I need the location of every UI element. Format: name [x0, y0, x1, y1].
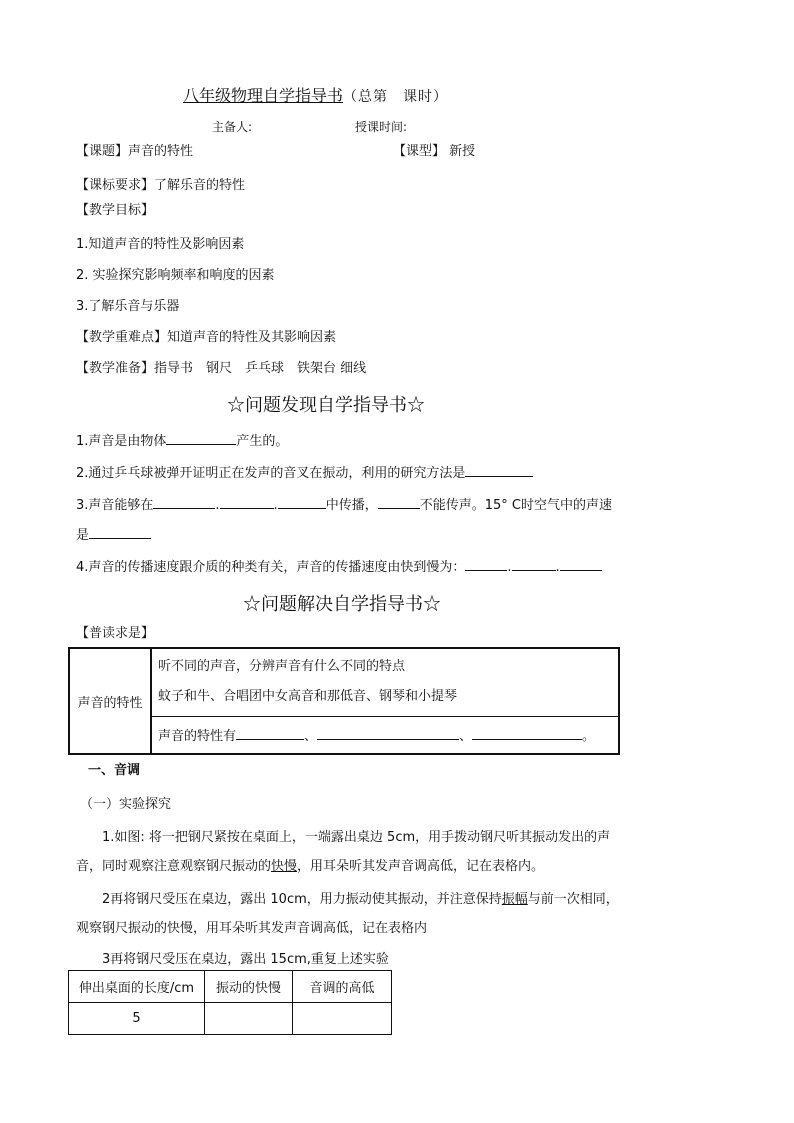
answer-blank[interactable]: [512, 558, 556, 571]
class-time-label: 授课时间:: [355, 120, 408, 134]
table-cell-speed[interactable]: [205, 1003, 293, 1035]
underlined-term: 振幅: [501, 892, 528, 907]
step-3: 3再将钢尺受压在桌边，露出 15cm,重复上述实验: [102, 952, 389, 967]
underlined-term: 快慢: [271, 859, 298, 874]
section-heading-discovery: ☆问题发现自学指导书☆: [227, 395, 425, 416]
step-text: ，用耳朵听其发声音调高低，记在表格内。: [297, 859, 545, 874]
separator: .: [215, 498, 220, 513]
table-header-speed: 振动的快慢: [205, 971, 293, 1003]
question-text: 中传播，: [325, 498, 378, 513]
question-text: 不能传声。15° C时空气中的声速: [419, 498, 612, 513]
goal-item: 1.知道声音的特性及影响因素: [76, 237, 245, 252]
title-main: 八年级物理自学指导书: [183, 86, 344, 105]
step-text: 与前一次相同，: [527, 892, 619, 907]
answer-blank[interactable]: [153, 496, 215, 509]
prompt-line: 蚊子和牛、合唱团中女高音和那低音、钢琴和小提琴: [158, 689, 458, 705]
step-1-cont: [76, 855, 544, 874]
separator: 、: [459, 729, 473, 745]
step-1: 1.如图: 将一把钢尺紧按在桌面上，一端露出桌边 5cm，用手拨动钢尺听其振动发出的声: [102, 830, 611, 845]
answer-blank[interactable]: [317, 727, 459, 740]
table-header-pitch: 音调的高低: [293, 971, 392, 1003]
answer-blank[interactable]: [220, 496, 274, 509]
prompt-line: 听不同的声音，分辨声音有什么不同的特点: [158, 659, 406, 675]
table-row: [69, 1003, 392, 1035]
separator: .: [555, 560, 560, 575]
step-text: 音，同时观察注意观察钢尺振动的: [76, 859, 272, 874]
lesson-type: [393, 140, 475, 159]
question-text: 2.通过乒乓球被弹开证明正在发声的音叉在振动，利用的研究方法是: [76, 466, 466, 481]
answer-blank[interactable]: [278, 496, 326, 509]
question-2: [76, 462, 533, 481]
table-header-length: 伸出桌面的长度/cm: [69, 971, 205, 1003]
separator: 。: [582, 729, 596, 745]
question-text: 产生的。: [236, 434, 289, 449]
table-cell-answer: [151, 716, 619, 754]
teaching-goals-title: 【教学目标】: [76, 203, 155, 218]
separator: .: [273, 498, 278, 513]
step-2-cont: 观察钢尺振动的快慢，用耳朵听其发声音调高低，记在表格内: [76, 921, 428, 936]
step-text: 2再将钢尺受压在桌边，露出 10cm，用力振动使其振动，并注意保持: [102, 892, 502, 907]
lesson-type-value: 新授: [449, 144, 476, 159]
teaching-prep: 【教学准备】指导书 钢尺 乒乓球 铁架台 细线: [76, 361, 367, 376]
answer-prompt: 声音的特性有: [158, 729, 237, 745]
page-title: [183, 83, 448, 106]
question-text: 是: [76, 528, 90, 543]
answer-blank[interactable]: [166, 432, 236, 445]
table-cell-pitch[interactable]: [293, 1003, 392, 1035]
separator: 、: [304, 729, 318, 745]
sound-characteristics-table: [68, 647, 620, 755]
question-text: 4.声音的传播速度跟介质的种类有关，声音的传播速度由快到慢为：: [76, 560, 466, 575]
question-4: [76, 556, 602, 575]
experiment-subtitle: （一）实验探究: [80, 797, 172, 812]
table-cell-prompt: [151, 648, 619, 716]
answer-blank[interactable]: [378, 496, 420, 509]
goal-item: 3.了解乐音与乐器: [76, 299, 180, 314]
preparer-label: 主备人:: [212, 120, 253, 134]
topic-line: 【课题】声音的特性: [76, 144, 194, 159]
answer-blank[interactable]: [236, 727, 304, 740]
separator: .: [507, 560, 512, 575]
pitch-title: 一、音调: [88, 763, 141, 778]
question-3: [76, 494, 612, 513]
answer-blank[interactable]: [472, 727, 582, 740]
table-row-header: 声音的特性: [69, 648, 151, 754]
experiment-data-table: [68, 970, 392, 1035]
section-heading-solving: ☆问题解决自学指导书☆: [243, 594, 441, 615]
question-3-cont: [76, 524, 151, 543]
title-lesson-number: （总第 课时）: [343, 89, 449, 105]
answer-blank[interactable]: [89, 526, 151, 539]
reading-title: 【普读求是】: [76, 626, 155, 641]
step-2: [102, 888, 619, 907]
answer-blank[interactable]: [465, 464, 533, 477]
answer-blank[interactable]: [560, 558, 602, 571]
answer-blank[interactable]: [465, 558, 507, 571]
question-1: [76, 430, 288, 449]
key-points: 【教学重难点】知道声音的特性及其影响因素: [76, 330, 337, 345]
table-cell-length: 5: [69, 1003, 205, 1035]
curriculum-standard: 【课标要求】了解乐音的特性: [76, 178, 246, 193]
goal-item: 2. 实验探究影响频率和响度的因素: [76, 268, 275, 283]
question-text: 3.声音能够在: [76, 498, 154, 513]
question-text: 1.声音是由物体: [76, 434, 167, 449]
lesson-type-label: 【课型】: [393, 144, 446, 159]
